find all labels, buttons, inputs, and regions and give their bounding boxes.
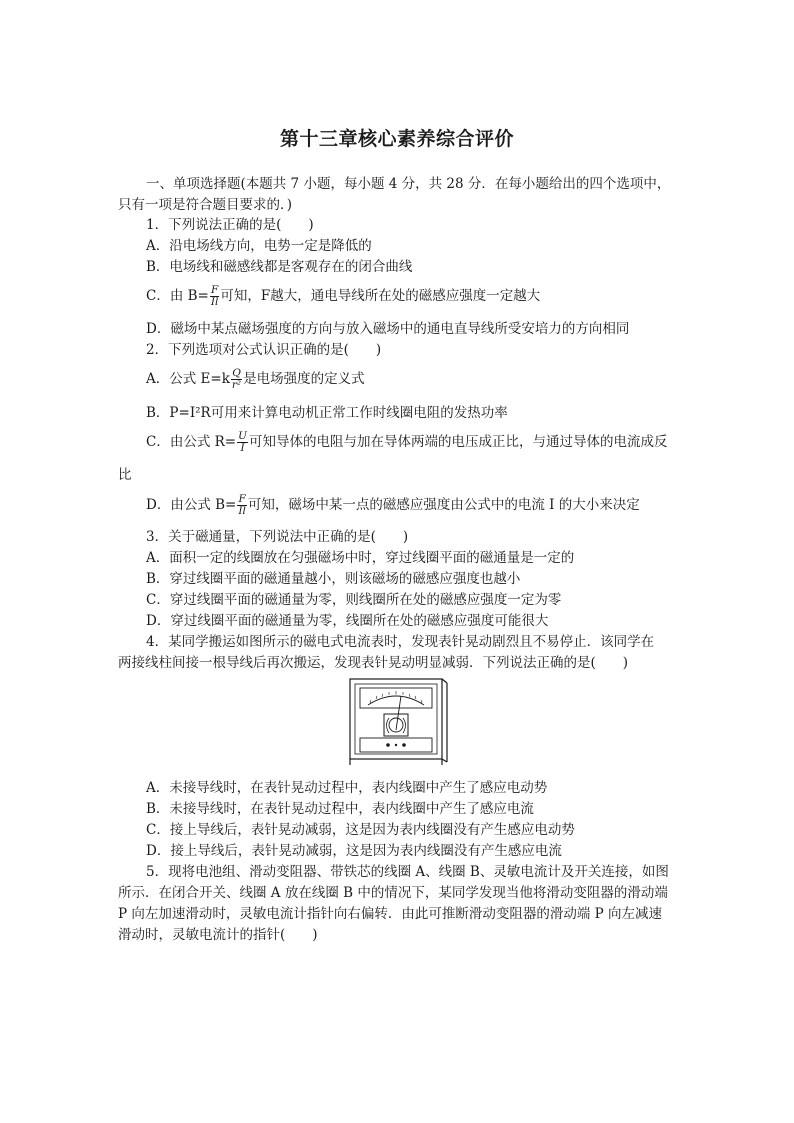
q4-option-a: A．未接导线时，在表针晃动过程中，表内线圈中产生了感应电动势 xyxy=(146,780,548,796)
q4-stem-line-2: 两接线柱间接一根导线后再次搬运，发现表针晃动明显减弱．下列说法正确的是( ) xyxy=(118,655,629,671)
meter-needle xyxy=(396,696,401,730)
q3-option-a: A．面积一定的线圈放在匀强磁场中时，穿过线圈平面的磁通量是一定的 xyxy=(146,550,575,566)
fraction-numerator: Q xyxy=(232,367,241,379)
case-side-edge xyxy=(442,679,447,683)
q1-option-b: B．电场线和磁感线都是客观存在的闭合曲线 xyxy=(146,259,413,275)
q1-stem: 1．下列说法正确的是( ) xyxy=(146,217,314,233)
page-title: 第十三章核心素养综合评价 xyxy=(279,128,514,150)
q3-stem: 3．关于磁通量，下列说法中正确的是( ) xyxy=(146,529,409,545)
scale-ticks xyxy=(370,691,422,703)
q1-option-c-prefix: C．由 B= xyxy=(146,288,209,304)
q2-option-c-fraction xyxy=(237,431,248,454)
q2-option-d-suffix: 可知，磁场中某一点的磁感应强度由公式中的电流 I 的大小来决定 xyxy=(247,497,640,513)
terminal-middle xyxy=(395,744,397,746)
q5-stem-line-2: 所示．在闭合开关、线圈 A 放在线圈 B 中的情况下，某同学发现当他将滑动变阻器的滑动端 xyxy=(118,885,668,901)
q4-stem-line-1: 4．某同学搬运如图所示的磁电式电流表时，发现表针晃动剧烈且不易停止．该同学在 xyxy=(146,634,655,650)
fraction-denominator: Il xyxy=(238,505,246,517)
fraction-numerator: F xyxy=(210,284,219,296)
terminal-right xyxy=(402,743,406,747)
galvanometer-figure xyxy=(346,676,450,768)
q2-option-d-fraction xyxy=(237,494,247,517)
q3-option-d: D．穿过线圈平面的磁通量为零，线圈所在处的磁感应强度可能很大 xyxy=(146,613,549,629)
q1-option-c-fraction xyxy=(210,285,220,308)
fraction-denominator: r² xyxy=(231,379,242,391)
q2-option-c-prefix: C．由公式 R= xyxy=(146,434,237,450)
q2-option-a-suffix: 是电场强度的定义式 xyxy=(243,371,365,387)
q2-option-d xyxy=(146,494,640,517)
q2-option-a-fraction xyxy=(231,368,242,391)
q4-option-b: B．未接导线时，在表针晃动过程中，表内线圈中产生了感应电流 xyxy=(146,801,534,817)
q1-option-c xyxy=(146,285,540,308)
section-header-line-1: 一、单项选择题(本题共 7 小题，每小题 4 分，共 28 分．在每小题给出的四个选项中， xyxy=(146,176,671,192)
q4-option-c: C．接上导线后，表针晃动减弱，这是因为表内线圈没有产生感应电动势 xyxy=(146,822,575,838)
q3-option-b: B．穿过线圈平面的磁通量越小，则该磁场的磁感应强度也越小 xyxy=(146,571,521,587)
fraction-numerator: F xyxy=(238,493,246,505)
q2-option-c-continuation: 比 xyxy=(118,467,132,483)
q2-option-a-prefix: A．公式 E=k xyxy=(146,371,230,387)
q2-stem: 2．下列选项对公式认识正确的是( ) xyxy=(146,342,382,358)
q2-option-a xyxy=(146,368,365,391)
q2-option-c-suffix: 可知导体的电阻与加在导体两端的电压成正比，与通过导体的电流成反 xyxy=(248,434,668,450)
q2-option-b: B．P=I²R可用来计算电动机正常工作时线圈电阻的发热功率 xyxy=(146,405,508,421)
q1-option-c-suffix: 可知，F越大，通电导线所在处的磁感应强度一定越大 xyxy=(220,288,541,304)
q2-option-c xyxy=(146,431,667,454)
q5-stem-line-1: 5．现将电池组、滑动变阻器、带铁芯的线圈 A、线圈 B、灵敏电流计及开关连接，如图 xyxy=(146,864,669,880)
q3-option-c: C．穿过线圈平面的磁通量为零，则线圈所在处的磁感应强度一定为零 xyxy=(146,592,562,608)
case-side-edge xyxy=(442,759,447,762)
fraction-denominator: Il xyxy=(210,296,219,308)
q1-option-d: D．磁场中某点磁场强度的方向与放入磁场中的通电直导线所受安培力的方向相同 xyxy=(146,321,630,337)
fraction-numerator: U xyxy=(238,430,247,442)
q5-stem-line-3: P 向左加速滑动时，灵敏电流计指针向右偏转．由此可推断滑动变阻器的滑动端 P 向左减速 xyxy=(118,906,663,922)
q4-option-d: D．接上导线后，表针晃动减弱，这是因为表内线圈没有产生感应电流 xyxy=(146,843,562,859)
q2-option-d-prefix: D．由公式 B= xyxy=(146,497,237,513)
section-header-line-2: 只有一项是符合题目要求的．) xyxy=(118,197,293,213)
coil-frame xyxy=(384,714,408,736)
q5-stem-line-4: 滑动时，灵敏电流计的指针( ) xyxy=(118,927,318,943)
q1-option-a: A．沿电场线方向，电势一定是降低的 xyxy=(146,238,372,254)
terminal-left xyxy=(386,743,390,747)
fraction-denominator: I xyxy=(240,442,245,454)
